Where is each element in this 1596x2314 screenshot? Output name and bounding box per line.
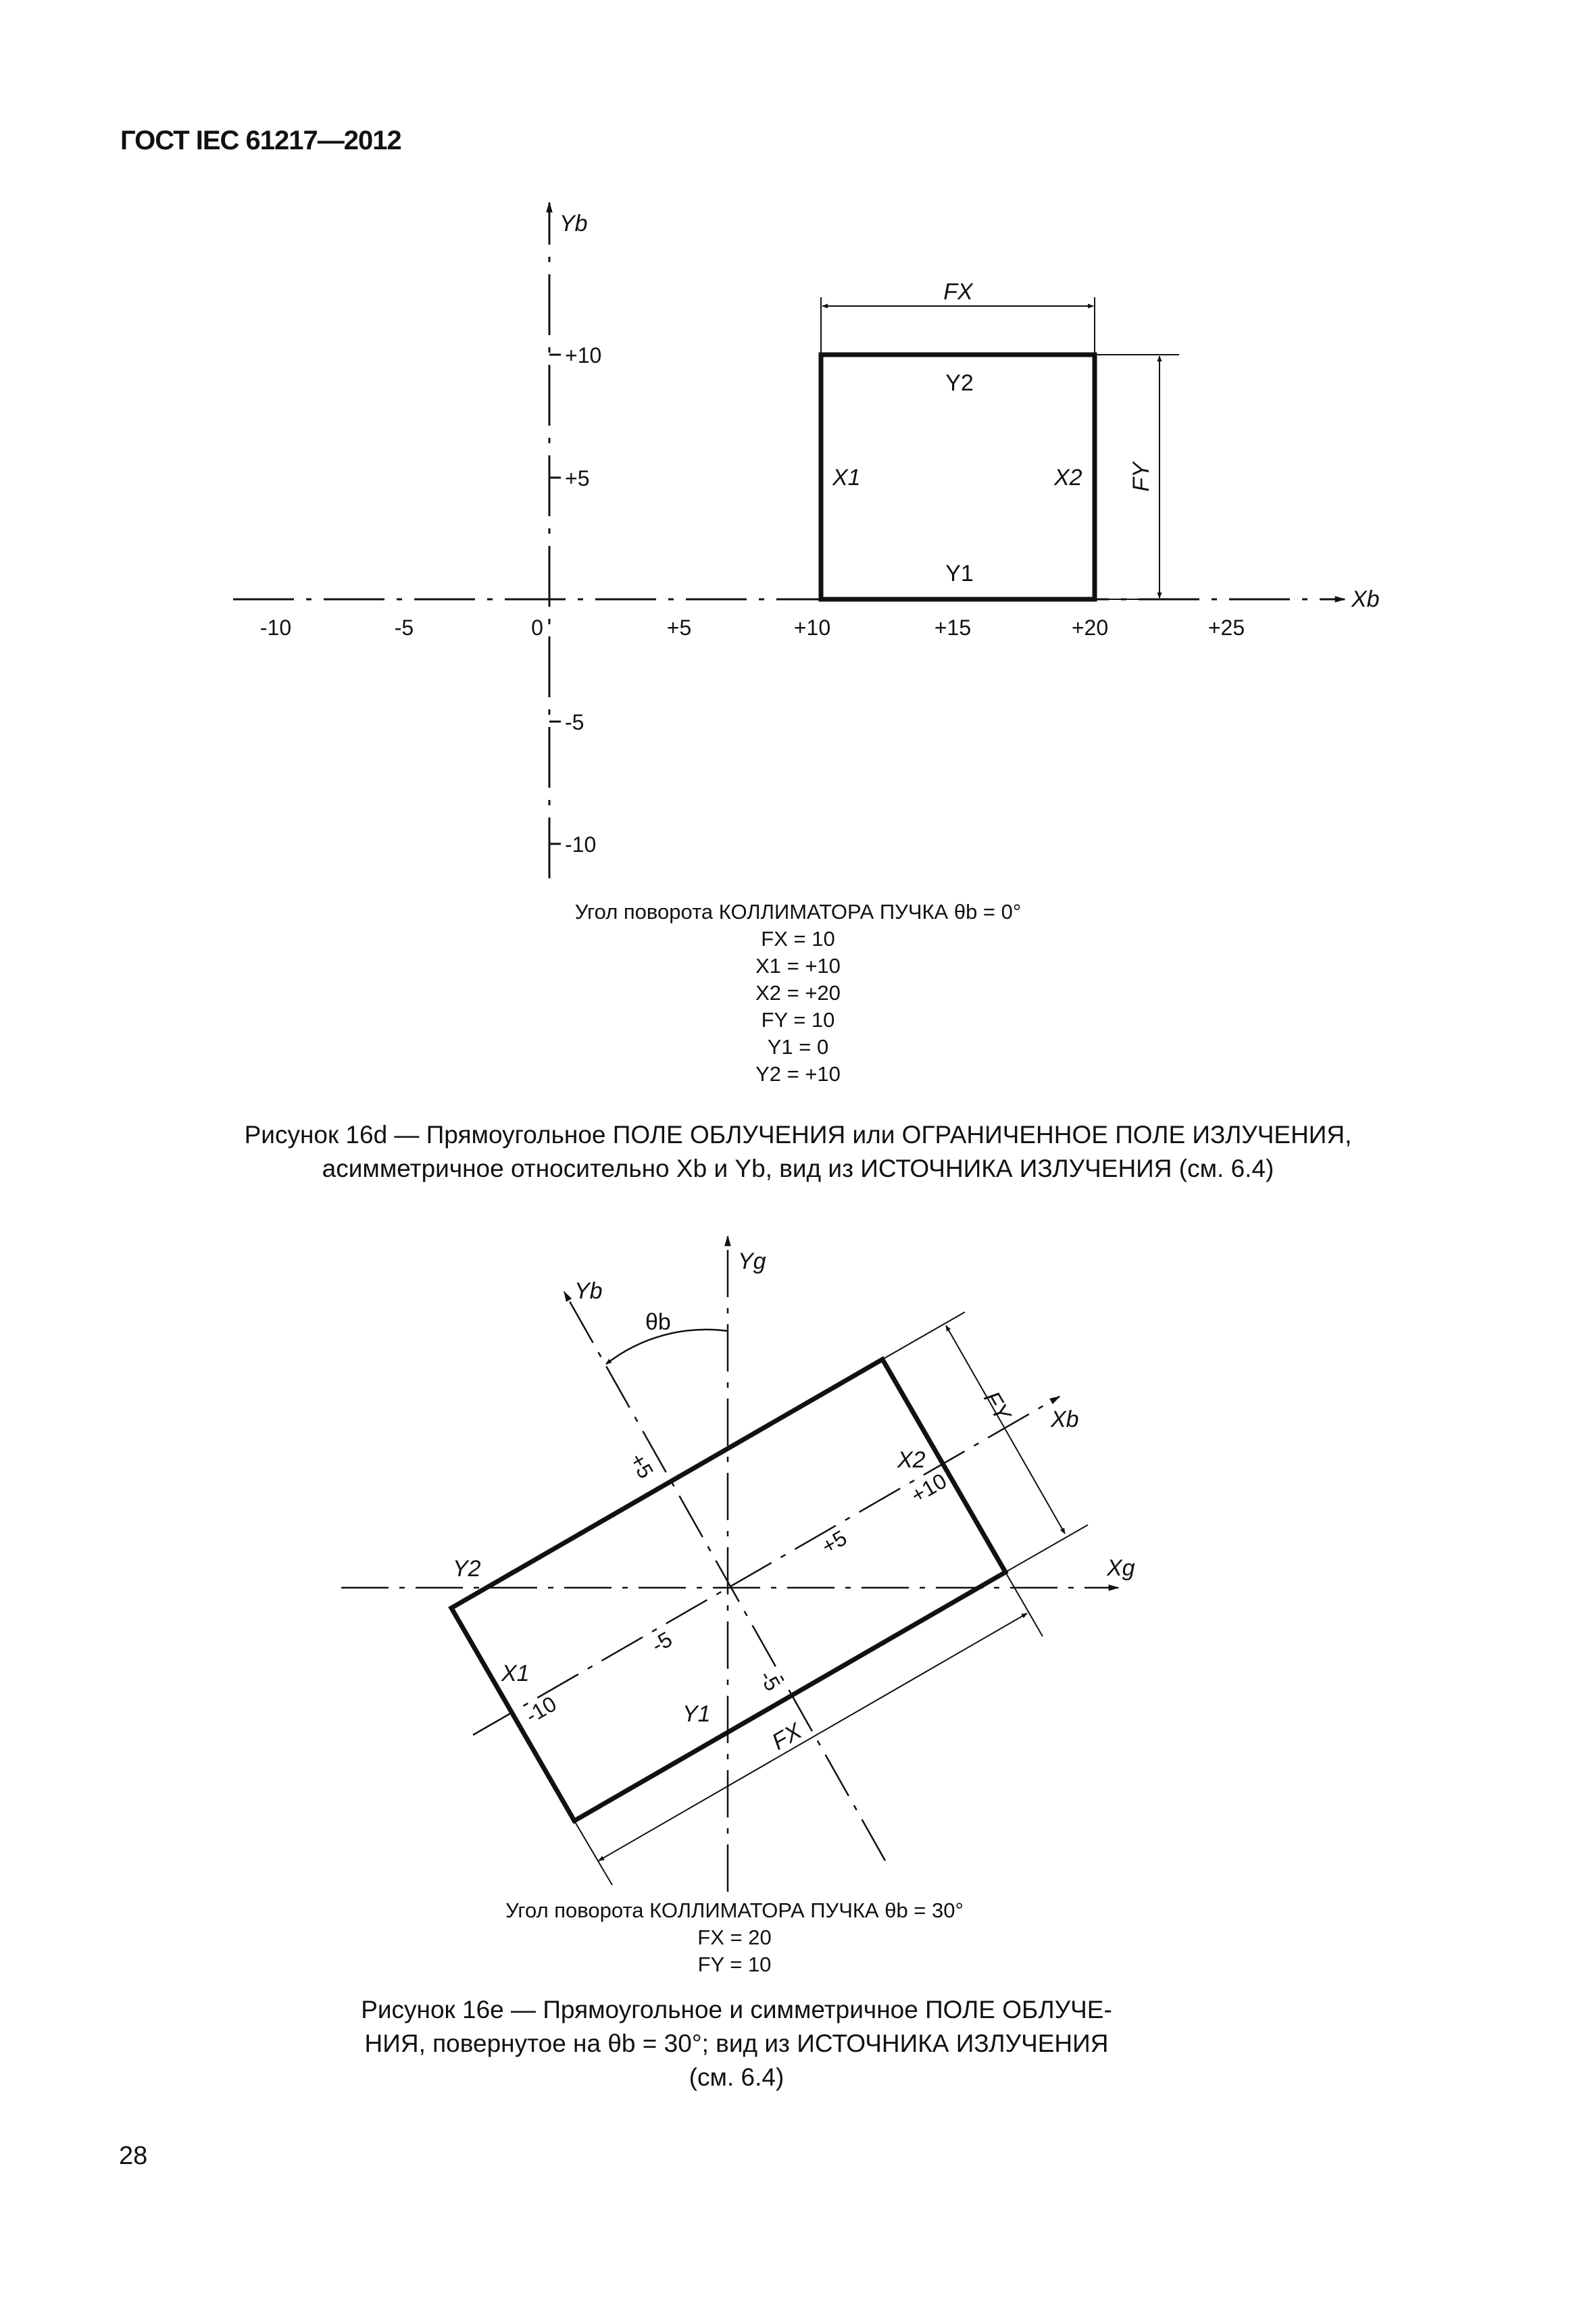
- y-tick-label: +5: [565, 466, 590, 491]
- param-line: FX = 10: [761, 927, 835, 951]
- caption-line: Рисунок 16е — Прямоугольное и симметричное ПОЛЕ ОБЛУЧЕ-: [361, 1996, 1112, 2023]
- xb-axis-label: Xb: [1351, 586, 1380, 612]
- yb-axis-label: Yb: [574, 1278, 603, 1304]
- fy-label: FY: [1128, 462, 1154, 492]
- y2-label: Y2: [945, 370, 974, 396]
- x-tick-label: -10: [259, 615, 292, 640]
- x2-label: X2: [1054, 465, 1082, 491]
- tick-label: -5: [647, 1626, 676, 1658]
- param-line: Угол поворота КОЛЛИМАТОРА ПУЧКА θb = 30°: [505, 1898, 964, 1922]
- fy-ext-bottom: [1005, 1525, 1088, 1572]
- fx-ext-left: [574, 1821, 612, 1885]
- x-tick-label: +15: [934, 615, 972, 640]
- figure-16d: [233, 203, 1380, 878]
- param-line: Y2 = +10: [755, 1062, 841, 1086]
- x-tick-label: -5: [394, 615, 414, 640]
- param-line: FY = 10: [697, 1953, 772, 1976]
- param-line: X2 = +20: [755, 981, 841, 1005]
- figure-16d-caption: [203, 1118, 1393, 1186]
- tick-label: +10: [906, 1468, 951, 1508]
- xg-axis-label: Xg: [1107, 1555, 1135, 1581]
- document-header: ГОСТ IEC 61217—2012: [120, 126, 401, 155]
- theta-label: θb: [645, 1309, 671, 1335]
- tick-label: +5: [817, 1525, 851, 1559]
- figure-16e-params: [464, 1897, 1005, 1978]
- yb-rotated-axis: [564, 1292, 885, 1861]
- x1-label: X1: [832, 465, 861, 491]
- x-tick-label: +5: [666, 615, 692, 640]
- xb-axis-label: Xb: [1051, 1407, 1079, 1432]
- x-tick-label: +25: [1207, 615, 1245, 640]
- param-line: Угол поворота КОЛЛИМАТОРА ПУЧКА θb = 0°: [574, 900, 1022, 924]
- y1-label: Y1: [945, 561, 974, 586]
- tick-label: -10: [521, 1691, 561, 1728]
- figure-16e: [341, 1236, 1135, 1892]
- x1-label: X1: [501, 1661, 530, 1686]
- y-tick-label: -10: [565, 832, 597, 857]
- x-tick-label: +10: [793, 615, 831, 640]
- fx-label: FX: [943, 279, 973, 305]
- y2-label: Y2: [453, 1556, 481, 1582]
- yb-axis-label: Yb: [559, 211, 588, 236]
- y-tick-label: +10: [565, 343, 602, 368]
- param-line: FX = 20: [697, 1926, 772, 1949]
- y-tick-label: -5: [565, 710, 584, 734]
- tick-label: -5: [754, 1666, 786, 1695]
- param-line: Y1 = 0: [767, 1035, 829, 1059]
- caption-line: асимметричное относительно Xb и Yb, вид из ИСТОЧНИКА ИЗЛУЧЕНИЯ (см. 6.4): [322, 1155, 1274, 1182]
- x2-label: X2: [897, 1447, 926, 1473]
- fx-ext-right: [1005, 1572, 1043, 1636]
- x-tick-label: 0: [531, 615, 543, 640]
- figure-16e-caption: [270, 1993, 1203, 2094]
- param-line: X1 = +10: [755, 954, 841, 978]
- caption-line: (см. 6.4): [689, 2063, 784, 2091]
- y1-label: Y1: [682, 1701, 711, 1727]
- yg-axis-label: Yg: [738, 1249, 766, 1274]
- param-line: FY = 10: [761, 1008, 835, 1032]
- fy-label: FY: [978, 1387, 1016, 1426]
- x-tick-label: +20: [1071, 615, 1109, 640]
- figure-16d-params: [528, 899, 1068, 1088]
- fx-label: FX: [768, 1718, 806, 1755]
- tick-label: +5: [624, 1449, 659, 1483]
- caption-line: Рисунок 16d — Прямоугольное ПОЛЕ ОБЛУЧЕНИЯ или ОГРАНИЧЕННОЕ ПОЛЕ ИЗЛУЧЕНИЯ,: [244, 1121, 1352, 1149]
- page-number: 28: [119, 2142, 148, 2170]
- caption-line: НИЯ, повернутое на θb = 30°; вид из ИСТОЧНИКА ИЗЛУЧЕНИЯ: [364, 2030, 1109, 2057]
